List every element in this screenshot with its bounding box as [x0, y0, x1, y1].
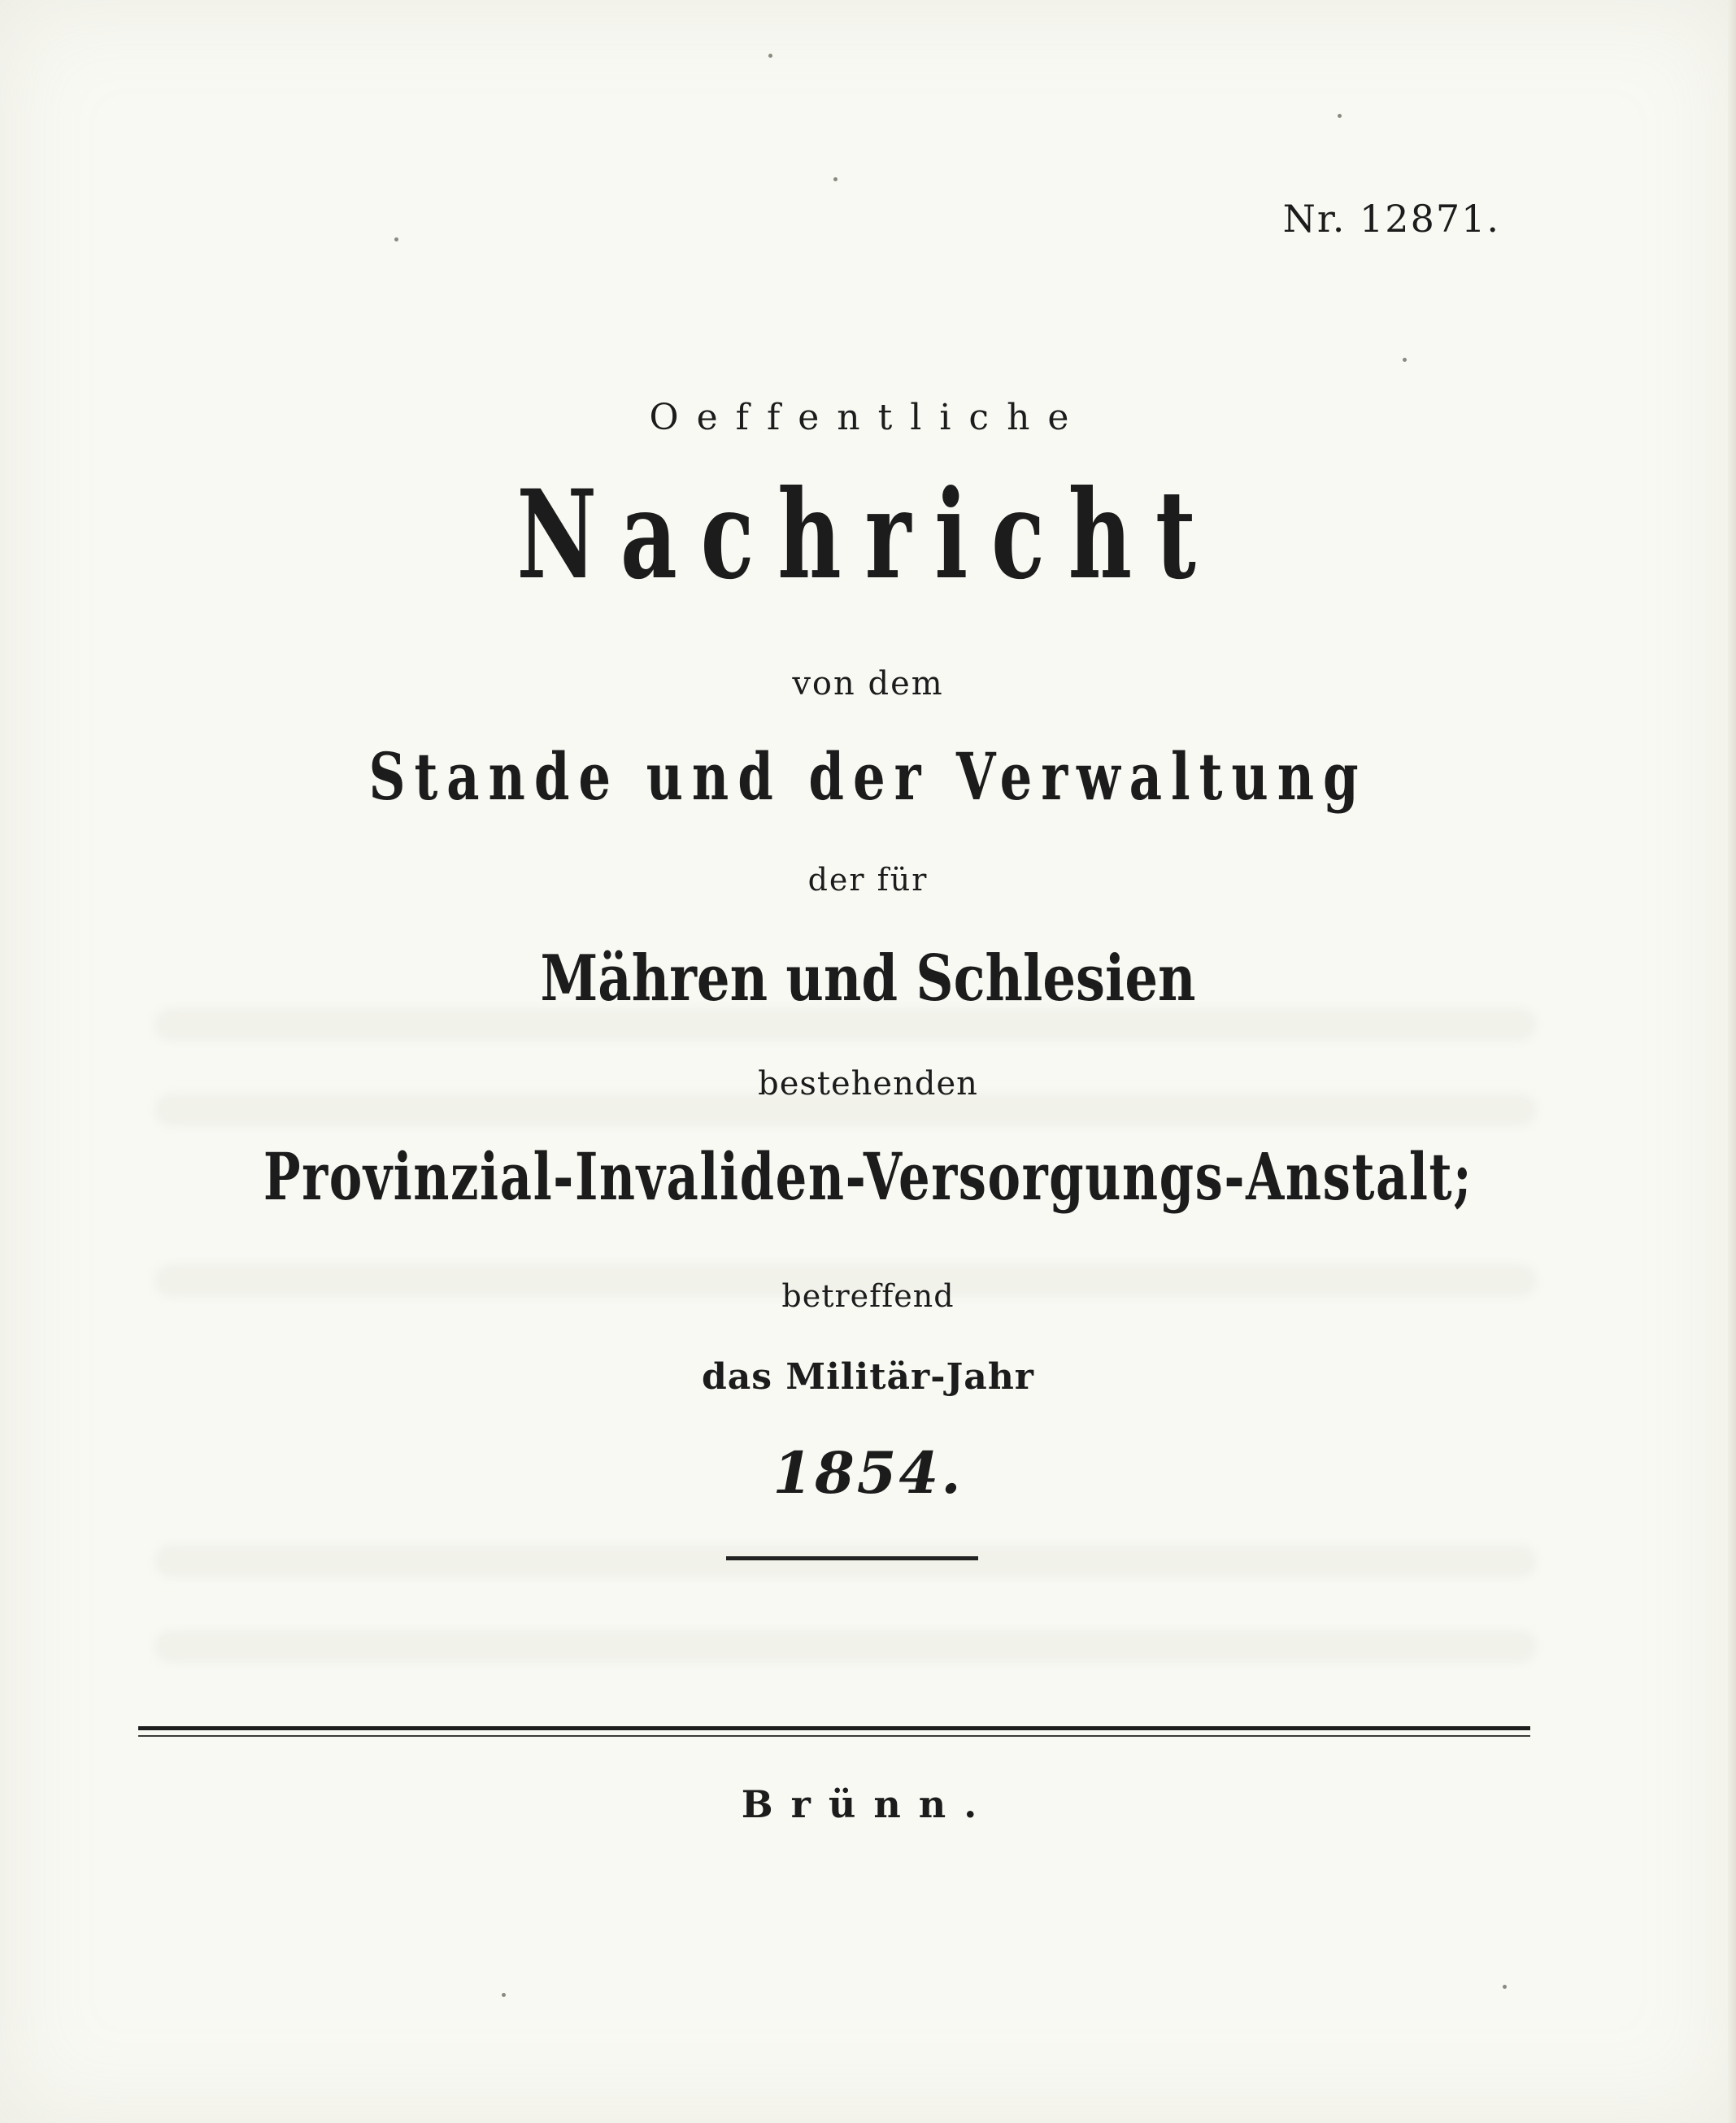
bleed-through-text	[154, 1545, 1537, 1577]
paper-speck	[394, 237, 398, 241]
heading-oeffentliche: Oeffentliche	[649, 397, 1087, 438]
subtitle-maehren: Mähren und Schlesien	[540, 942, 1196, 1016]
divider-long-thin	[138, 1735, 1530, 1737]
document-number: Nr. 12871.	[1282, 197, 1500, 241]
paper-speck	[833, 177, 838, 181]
place-of-publication: Brünn.	[741, 1782, 995, 1826]
subtitle-militaer-jahr: das Militär-Jahr	[702, 1356, 1034, 1398]
divider-short	[726, 1556, 978, 1560]
subtitle-von-dem: von dem	[792, 665, 944, 703]
subtitle-betreffend: betreffend	[781, 1278, 955, 1314]
subtitle-stande: Stande und der Verwaltung	[368, 738, 1368, 815]
paper-speck	[1338, 114, 1342, 118]
divider-long-thick	[138, 1726, 1530, 1730]
main-title: Nachricht	[516, 463, 1220, 607]
bleed-through-text	[154, 1630, 1537, 1663]
year: 1854.	[772, 1439, 964, 1507]
paper-speck	[502, 1993, 506, 1997]
paper-speck	[768, 54, 772, 58]
subtitle-der-fuer: der für	[807, 862, 929, 898]
subtitle-bestehenden: bestehenden	[758, 1065, 978, 1103]
paper-speck	[1503, 1985, 1507, 1989]
subtitle-provinzial: Provinzial-Invaliden-Versorgungs-Anstalt;	[263, 1138, 1473, 1215]
paper-speck	[1403, 358, 1407, 362]
